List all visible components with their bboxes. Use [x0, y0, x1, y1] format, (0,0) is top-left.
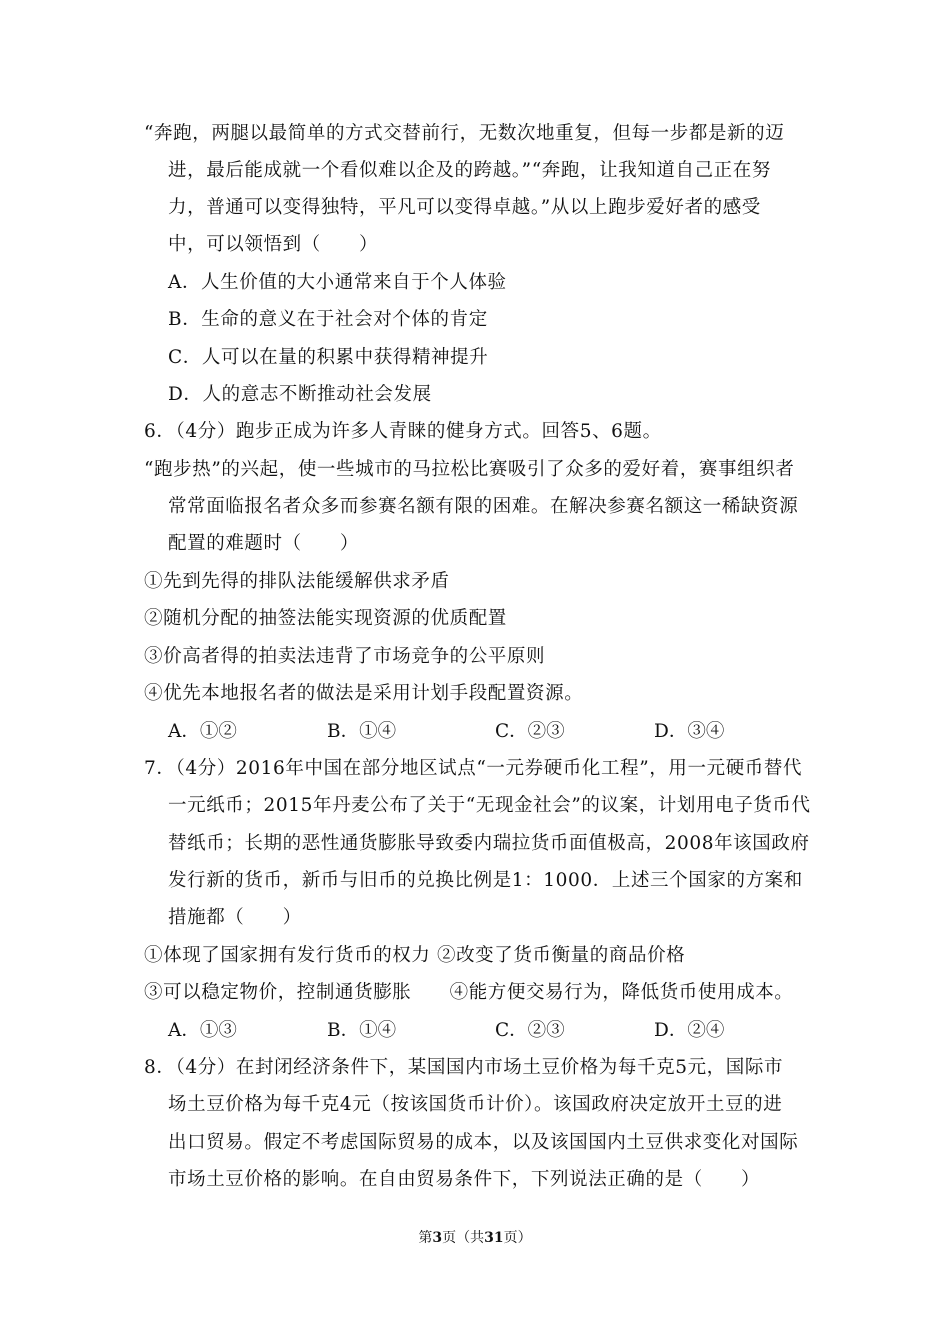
q5-option-b: B．生命的意义在于社会对个体的肯定: [168, 309, 488, 330]
q6-stem-line: “跑步热”的兴起，使一些城市的马拉松比赛吸引了众多的爱好着，赛事组织者: [144, 459, 795, 480]
footer-prefix: 第: [418, 1230, 433, 1246]
q6-stem-line: 常常面临报名者众多而参赛名额有限的困难。在解决参赛名额这一稀缺资源: [168, 496, 799, 517]
footer-total-pages: 31: [484, 1230, 504, 1246]
footer-page-number: 3: [432, 1230, 443, 1246]
q7-choice-b: B．①④: [327, 1020, 397, 1041]
q5-option-d: D．人的意志不断推动社会发展: [168, 384, 432, 405]
q8-stem-line: 8．（4分）在封闭经济条件下，某国国内市场土豆价格为每千克5元，国际市: [144, 1057, 784, 1078]
q5-option-c: C．人可以在量的积累中获得精神提升: [168, 347, 489, 368]
q7-stem-line: 替纸币；长期的恶性通货膨胀导致委内瑞拉货币面值极高，2008年该国政府: [168, 833, 810, 854]
page-footer: [0, 1228, 950, 1248]
q6-choice-a: A．①②: [168, 721, 237, 742]
q8-stem-line: 出口贸易。假定不考虑国际贸易的成本，以及该国国内土豆供求变化对国际: [168, 1132, 799, 1153]
q6-statement: ②随机分配的抽签法能实现资源的优质配置: [144, 608, 507, 629]
q7-stem-line: 7．（4分）2016年中国在部分地区试点“一元券硬币化工程”，用一元硬币替代: [144, 758, 803, 779]
q6-choice-d: D．③④: [654, 721, 725, 742]
q7-choice-d: D．②④: [654, 1020, 725, 1041]
q7-choice-a: A．①③: [168, 1020, 237, 1041]
q5-option-a: A．人生价值的大小通常来自于个人体验: [168, 272, 507, 293]
q6-stem-line: 配置的难题时（ ）: [168, 533, 360, 554]
footer-middle: 页（共: [442, 1230, 485, 1246]
q5-stem-line: 中，可以领悟到（ ）: [168, 234, 379, 255]
q7-stem-line: 发行新的货币，新币与旧币的兑换比例是1：1000．上述三个国家的方案和: [168, 870, 803, 891]
q5-stem-line: 进，最后能成就一个看似难以企及的跨越。”“奔跑，让我知道自己正在努: [168, 160, 771, 181]
footer-suffix: 页）: [503, 1230, 532, 1246]
q6-choice-b: B．①④: [327, 721, 397, 742]
q7-stem-line: 措施都（ ）: [168, 907, 302, 928]
q7-stem-line: 一元纸币；2015年丹麦公布了关于“无现金社会”的议案，计划用电子货币代: [168, 795, 811, 816]
q5-stem-line: “奔跑，两腿以最简单的方式交替前行，无数次地重复，但每一步都是新的迈: [144, 123, 785, 144]
q5-stem-line: 力，普通可以变得独特，平凡可以变得卓越。”从以上跑步爱好者的感受: [168, 197, 761, 218]
q6-statement: ③价高者得的拍卖法违背了市场竞争的公平原则: [144, 646, 546, 667]
q6-header: 6．（4分）跑步正成为许多人青睐的健身方式。回答5、6题。: [144, 421, 662, 442]
q7-statement: ①体现了国家拥有发行货币的权力 ②改变了货币衡量的商品价格: [144, 945, 686, 966]
q6-statement: ①先到先得的排队法能缓解供求矛盾: [144, 571, 450, 592]
q6-statement: ④优先本地报名者的做法是采用计划手段配置资源。: [144, 683, 584, 704]
q8-stem-line: 市场土豆价格的影响。在自由贸易条件下，下列说法正确的是（ ）: [168, 1169, 761, 1190]
q7-statement: ③可以稳定物价，控制通货膨胀 ④能方便交易行为，降低货币使用成本。: [144, 982, 794, 1003]
q6-choice-c: C．②③: [495, 721, 565, 742]
q8-stem-line: 场土豆价格为每千克4元（按该国货币计价）。该国政府决定放开土豆的进: [168, 1094, 783, 1115]
q7-choice-c: C．②③: [495, 1020, 565, 1041]
